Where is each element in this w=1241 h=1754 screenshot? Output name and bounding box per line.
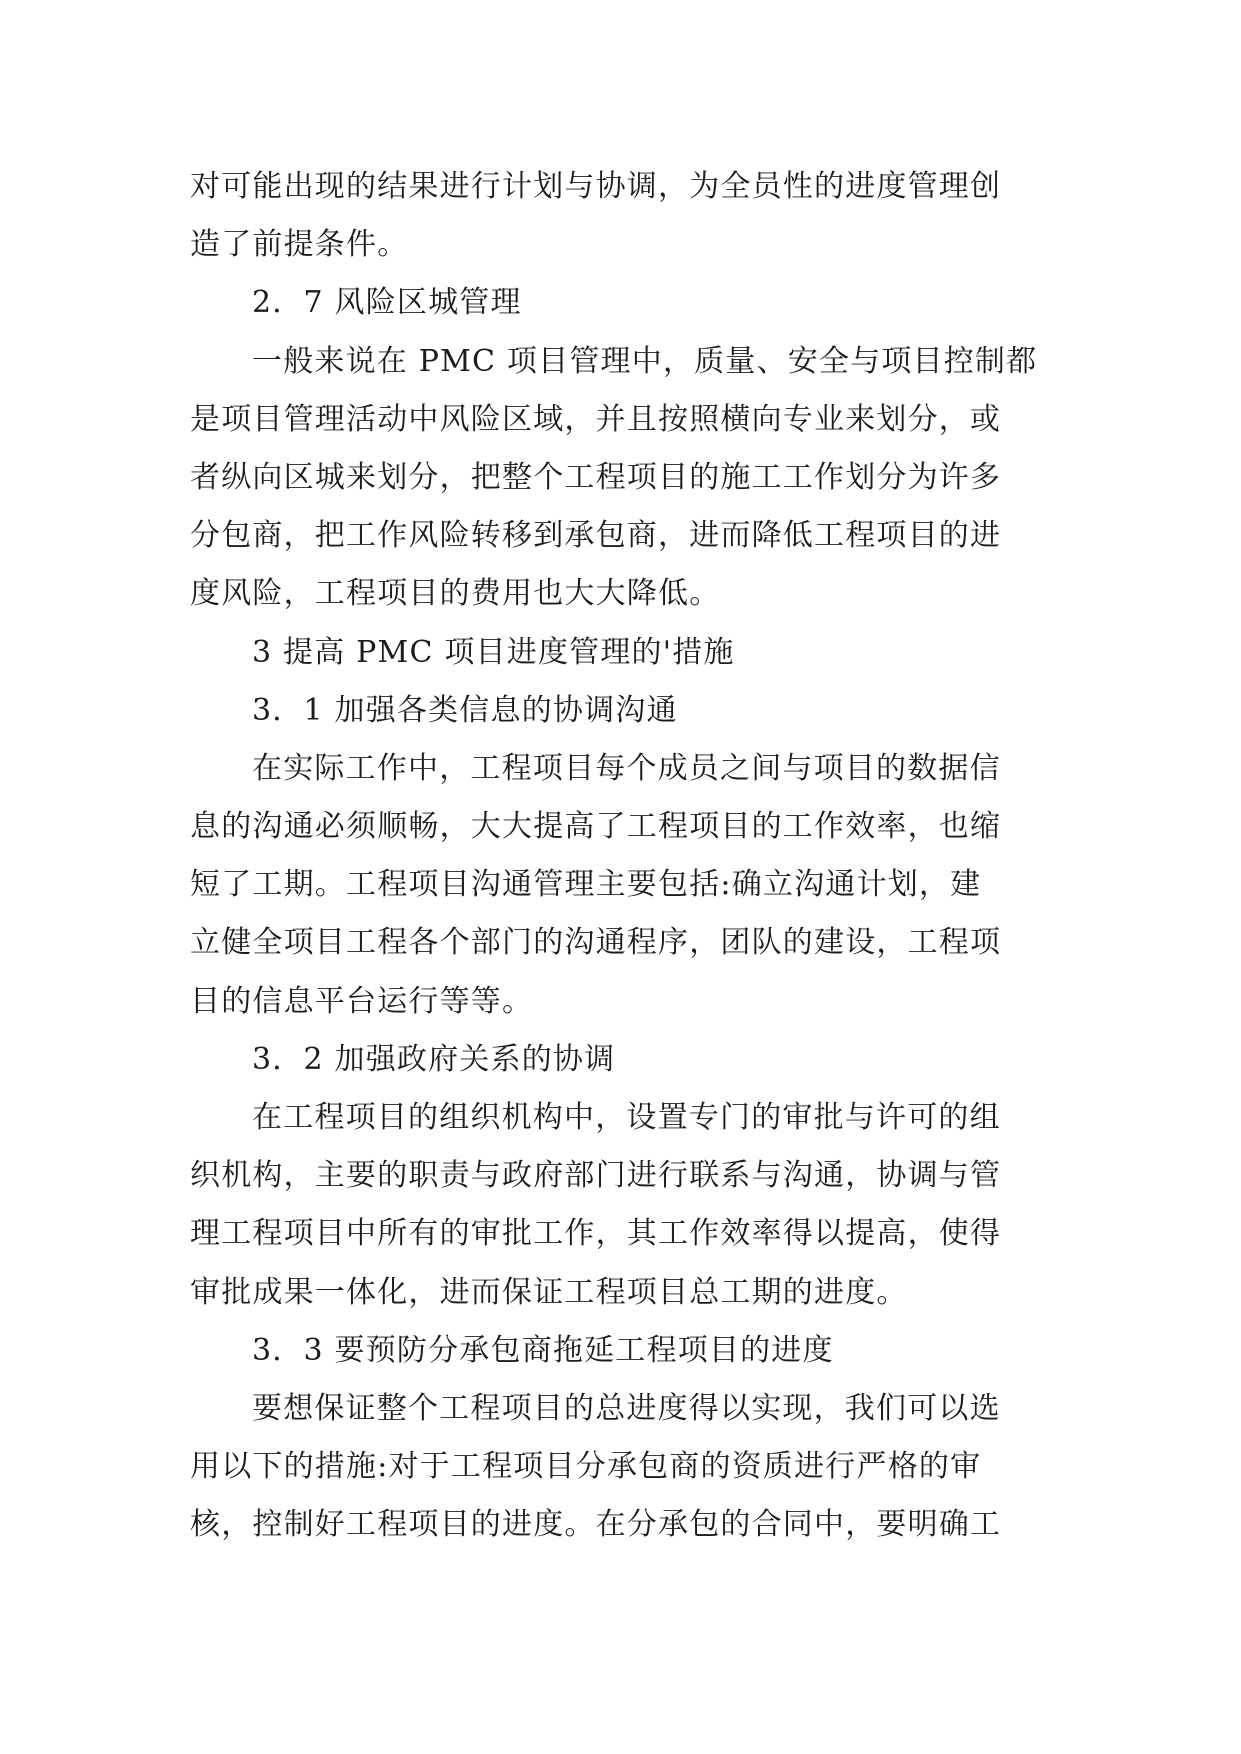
document-body — [190, 158, 1058, 1555]
body-line-12: 息的沟通必须顺畅，大大提高了工程项目的工作效率，也缩 — [190, 809, 1002, 845]
body-line-13: 短了工期。工程项目沟通管理主要包括:确立沟通计划，建 — [190, 867, 982, 903]
section-heading-3-2: 3．2 加强政府关系的协调 — [252, 1041, 616, 1077]
section-heading-2-7: 2．7 风险区城管理 — [252, 285, 522, 321]
paragraph-start-line: 要想保证整个工程项目的总进度得以实现，我们可以选 — [252, 1390, 1001, 1426]
paragraph-start-line: 在工程项目的组织机构中，设置专门的审批与许可的组 — [252, 1100, 1001, 1135]
body-line-19: 理工程项目中所有的审批工作，其工作效率得以提高，使得 — [190, 1216, 1002, 1252]
body-line-1: 对可能出现的结果进行计划与协调，为全员性的进度管理创 — [190, 169, 1002, 204]
body-line-6: 者纵向区城来划分，把整个工程项目的施工工作划分为许多 — [190, 459, 1002, 495]
section-heading-3: 3 提高 PMC 项目进度管理的'措施 — [252, 634, 735, 670]
body-line-18: 织机构，主要的职责与政府部门进行联系与沟通，协调与管 — [190, 1158, 1002, 1194]
section-heading-3-3: 3．3 要预防分承包商拖延工程项目的进度 — [252, 1332, 834, 1368]
body-line-8: 度风险，工程项目的费用也大大降低。 — [190, 576, 721, 612]
body-line-15: 目的信息平台运行等等。 — [190, 983, 534, 1019]
body-line-23: 用以下的措施:对于工程项目分承包商的资质进行严格的审 — [190, 1449, 982, 1485]
body-line-7: 分包商，把工作风险转移到承包商，进而降低工程项目的进 — [190, 518, 1002, 554]
body-line-14: 立健全项目工程各个部门的沟通程序，团队的建设，工程项 — [190, 925, 1002, 961]
paragraph-start-line: 一般来说在 PMC 项目管理中，质量、安全与项目控制都 — [252, 343, 1038, 379]
section-heading-3-1: 3．1 加强各类信息的协调沟通 — [252, 692, 678, 728]
body-line-20: 审批成果一体化，进而保证工程项目总工期的进度。 — [190, 1274, 908, 1310]
paragraph-start-line: 在实际工作中，工程项目每个成员之间与项目的数据信 — [252, 750, 1001, 786]
body-line-5: 是项目管理活动中风险区域，并且按照横向专业来划分，或 — [190, 401, 1002, 437]
body-line-24: 核，控制好工程项目的进度。在分承包的合同中，要明确工 — [190, 1507, 1002, 1543]
body-line-2: 造了前提条件。 — [190, 227, 409, 263]
